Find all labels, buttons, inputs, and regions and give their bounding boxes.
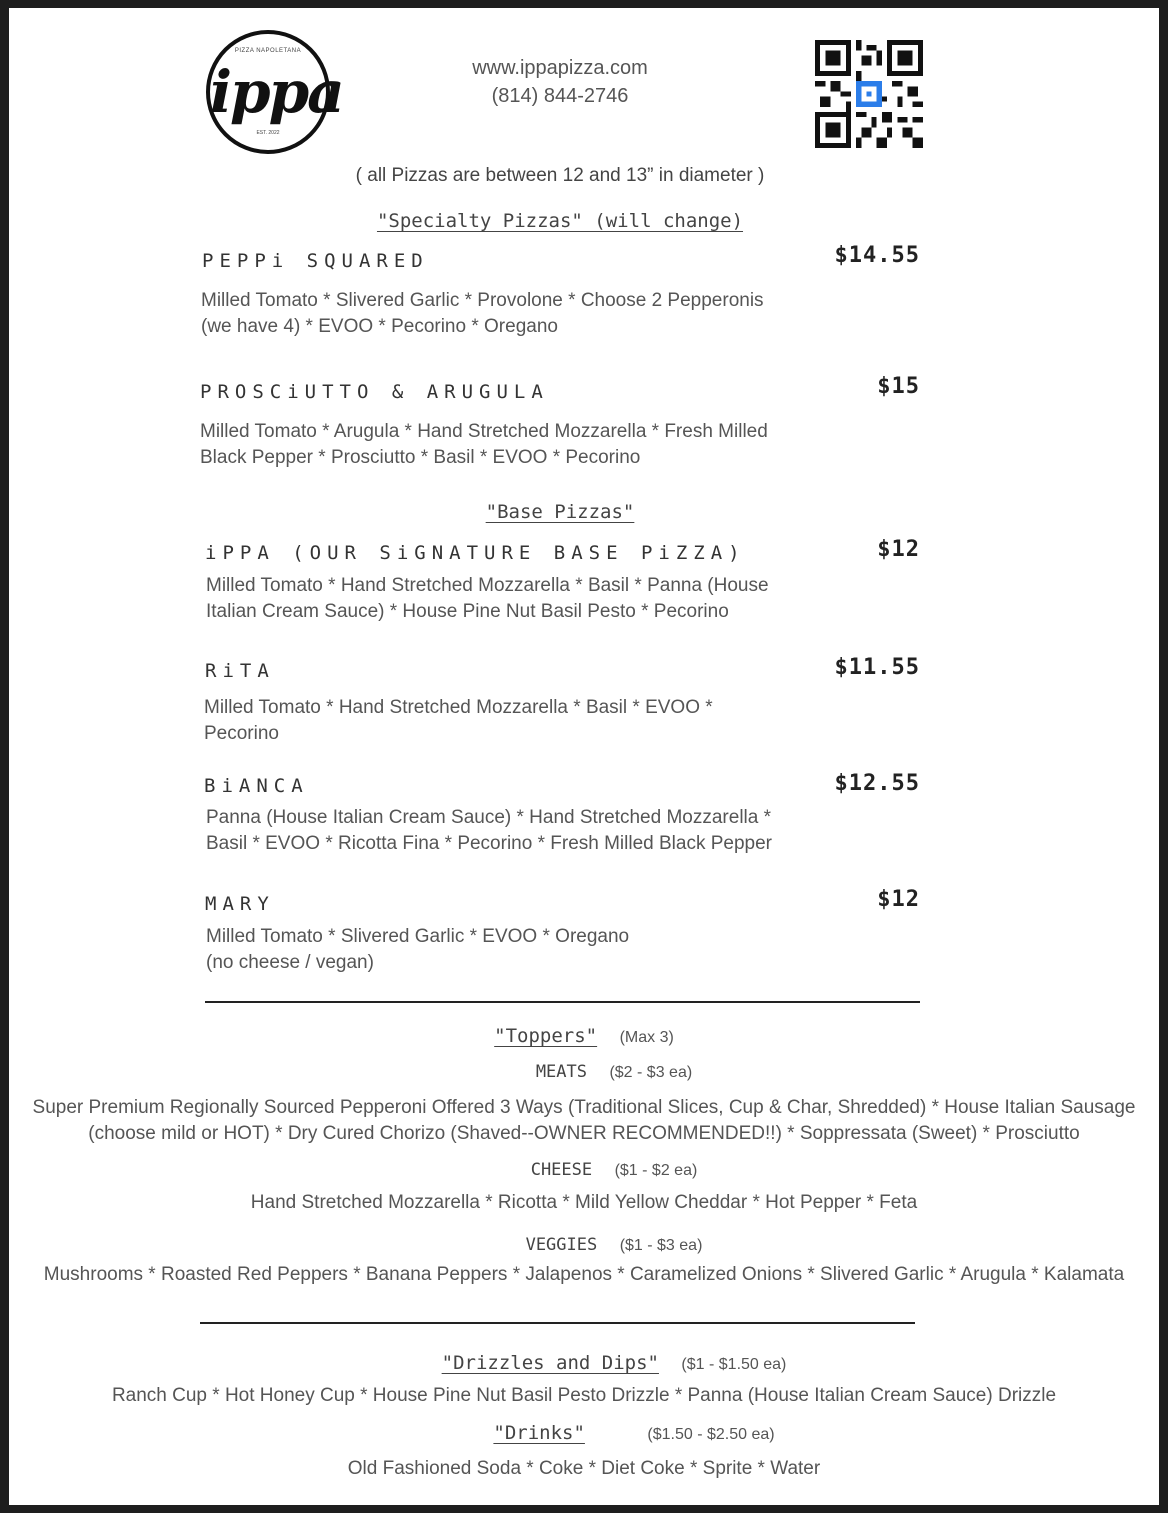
description-line: Pecorino xyxy=(204,723,279,744)
toppers-section-title: "Toppers" xyxy=(494,1025,598,1047)
description-line: Milled Tomato * Arugula * Hand Stretched Mozzarella * Fresh Milled xyxy=(200,421,768,442)
meats-header xyxy=(0,1062,1168,1082)
item-price: $12 xyxy=(877,887,920,912)
meats-list: Super Premium Regionally Sourced Pepperoni Offered 3 Ways (Traditional Slices, Cup & Char, Shredded) * House Italian Sausage xyxy=(32,1097,1136,1118)
qr-code-icon[interactable] xyxy=(815,40,923,148)
item-name: MARY xyxy=(205,893,275,915)
veggies-price-range: ($1 - $3 ea) xyxy=(619,1237,703,1254)
drinks-price-range: ($1.50 - $2.50 ea) xyxy=(647,1426,775,1443)
description-line: (we have 4) * EVOO * Pecorino * Oregano xyxy=(201,316,558,337)
logo-wordmark: ippa xyxy=(210,58,343,126)
description-line: Milled Tomato * Slivered Garlic * EVOO * Oregano xyxy=(206,926,630,947)
description-line: Black Pepper * Prosciutto * Basil * EVOO * Pecorino xyxy=(200,447,641,468)
cheese-label: CHEESE xyxy=(530,1160,593,1180)
ippa-logo xyxy=(206,30,343,154)
drinks-section-title: "Drinks" xyxy=(493,1422,585,1444)
logo-established: EST. 2022 xyxy=(256,130,280,136)
item-price: $11.55 xyxy=(834,655,920,680)
drizzles-price-range: ($1 - $1.50 ea) xyxy=(681,1356,787,1373)
item-name: RiTA xyxy=(205,660,275,682)
logo-tagline: PIZZA NAPOLETANA xyxy=(234,48,302,54)
toppers-limit: (Max 3) xyxy=(619,1029,674,1046)
website-link[interactable]: www.ippapizza.com xyxy=(472,57,648,79)
item-price: $12 xyxy=(877,537,920,562)
item-description xyxy=(206,924,786,976)
toppers-header xyxy=(0,1025,1168,1047)
base-section-title: "Base Pizzas" xyxy=(485,501,635,523)
item-description xyxy=(201,288,781,340)
item-name: iPPA (OUR SiGNATURE BASE PiZZA) xyxy=(205,542,746,564)
drinks-header xyxy=(0,1422,1168,1444)
veggies-header xyxy=(0,1235,1168,1255)
section-divider xyxy=(200,1322,915,1324)
description-line: Italian Cream Sauce) * House Pine Nut Basil Pesto * Pecorino xyxy=(206,601,729,622)
description-line: Basil * EVOO * Ricotta Fina * Pecorino * Fresh Milled Black Pepper xyxy=(206,833,773,854)
meats-list-continued: (choose mild or HOT) * Dry Cured Chorizo (Shaved--OWNER RECOMMENDED!!) * Soppressata (Sweet) * Prosciutto xyxy=(88,1123,1080,1144)
veggies-list: Mushrooms * Roasted Red Peppers * Banana Peppers * Jalapenos * Caramelized Onions * Slivered Garlic * Arugula * Kalamata xyxy=(43,1264,1125,1285)
item-description xyxy=(206,573,786,625)
description-line: Panna (House Italian Cream Sauce) * Hand Stretched Mozzarella * xyxy=(206,807,772,828)
meats-label: MEATS xyxy=(535,1062,587,1082)
drizzles-section-title: "Drizzles and Dips" xyxy=(441,1352,659,1374)
drizzles-list: Ranch Cup * Hot Honey Cup * House Pine Nut Basil Pesto Drizzle * Panna (House Italian Cream Sauce) Drizzle xyxy=(111,1385,1057,1406)
item-description xyxy=(204,695,784,747)
cheese-list: Hand Stretched Mozzarella * Ricotta * Mild Yellow Cheddar * Hot Pepper * Feta xyxy=(250,1192,918,1213)
pizza-size-note: ( all Pizzas are between 12 and 13” in diameter ) xyxy=(355,165,765,186)
specialty-section-title: "Specialty Pizzas" (will change) xyxy=(376,210,744,232)
meats-price-range: ($2 - $3 ea) xyxy=(609,1064,693,1081)
item-name: BiANCA xyxy=(204,775,309,797)
item-description xyxy=(206,805,786,857)
item-price: $12.55 xyxy=(834,771,920,796)
cheese-header xyxy=(0,1160,1168,1180)
item-price: $14.55 xyxy=(834,243,920,268)
item-name: PEPPi SQUARED xyxy=(202,250,429,272)
item-price: $15 xyxy=(877,374,920,399)
veggies-label: VEGGIES xyxy=(525,1235,598,1255)
section-divider xyxy=(205,1001,920,1003)
drizzles-header xyxy=(0,1352,1168,1374)
cheese-price-range: ($1 - $2 ea) xyxy=(614,1162,698,1179)
item-description xyxy=(200,419,780,471)
item-name: PROSCiUTTO & ARUGULA xyxy=(200,381,549,403)
description-line: (no cheese / vegan) xyxy=(206,952,374,973)
description-line: Milled Tomato * Hand Stretched Mozzarella * Basil * EVOO * xyxy=(204,697,713,718)
phone-number[interactable]: (814) 844-2746 xyxy=(491,85,629,107)
description-line: Milled Tomato * Hand Stretched Mozzarella * Basil * Panna (House xyxy=(206,575,769,596)
drinks-list: Old Fashioned Soda * Coke * Diet Coke * Sprite * Water xyxy=(347,1458,821,1479)
description-line: Milled Tomato * Slivered Garlic * Provolone * Choose 2 Pepperonis xyxy=(201,290,764,311)
